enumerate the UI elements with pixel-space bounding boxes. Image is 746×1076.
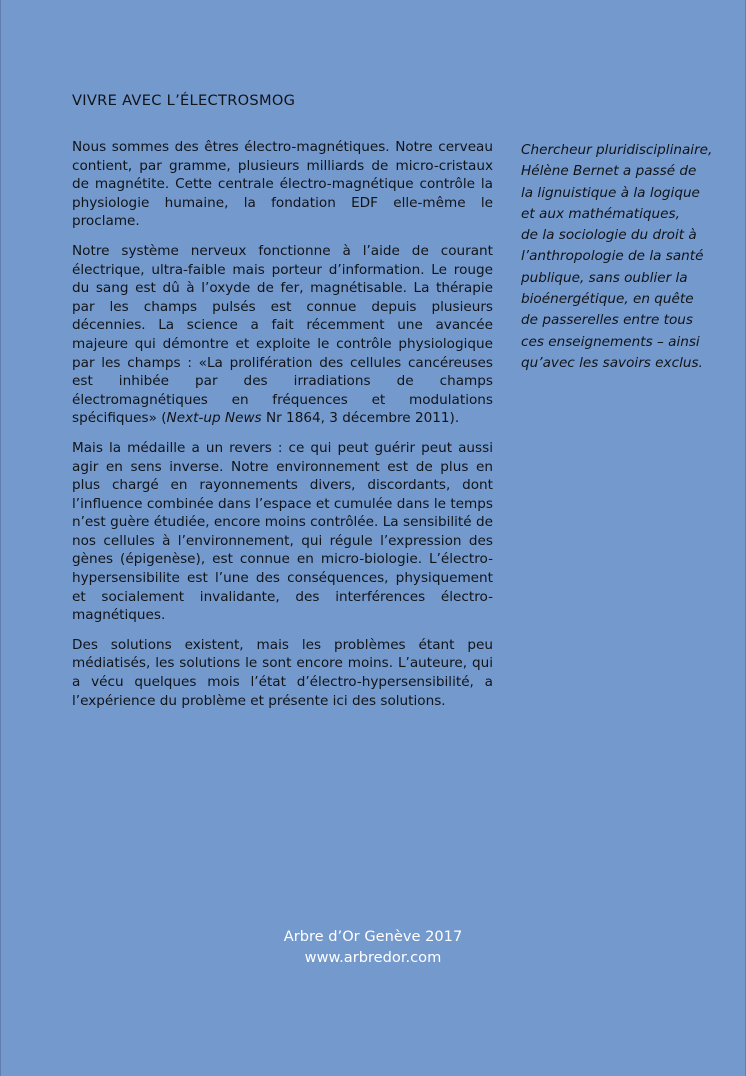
bio-line: Hélène Bernet a passé de [521,163,697,180]
summary-paragraph-1: Nous sommes des êtres électro-magnétiques. Notre cerveau contient, par gramme, plusieurs milliards de micro-cristaux de magnétite. Cette centrale électro-magnétique contrôle la physiologie humaine, la fondation EDF elle-même le proclame. [72,139,493,230]
back-cover-summary [72,138,493,721]
bio-line: l’anthropologie de la santé [521,248,704,265]
summary-paragraph-3: Mais la médaille a un revers : ce qui peut guérir peut aussi agir en sens inverse. Notre environnement est de plus en plus chargé en rayonnements divers, discordants, dont l’influence combinée dans l’espace et cumulée dans le temps n’est guère étudiée, encore moins contrôlée. La sensibilité de nos cellules à l’environnement, qui régule l’expression des gènes (épigenèse), est connue en micro-biologie. L’électro-hypersensibilite est l’une des conséquences, physiquement et socialement invalidante, des interférences électro-magnétiques. [72,439,493,624]
bio-line: publique, sans oublier la [521,269,688,286]
author-bio [521,140,736,374]
bio-line: bioénergétique, en quête [521,291,694,308]
source-title: Next-up News [166,410,262,427]
publisher-website: www.arbredor.com [304,949,442,966]
bio-line: qu’avec les savoirs exclus. [521,354,703,371]
publisher-info [0,926,746,968]
summary-paragraph-4: Des solutions existent, mais les problèmes étant peu médiatisés, les solutions le sont encore moins. L’auteure, qui a vécu quelques mois l’état d’électro-hypersensibilité, a l’expérience du problème et présente ici des solutions. [72,636,493,709]
bio-line: la lignuistique à la logique [521,184,700,201]
book-title: VIVRE AVEC L’ÉLECTROSMOG [72,92,296,109]
summary-paragraph-2 [72,242,493,428]
paragraph-2-text: Notre système nerveux fonctionne à l’aide de courant électrique, ultra-faible mais porteur d’information. Le rouge du sang est dû à l’oxyde de fer, magnétisable. La thérapie par les champs pulsés est connue depuis plusieurs décennies. La science a fait récemment une avancée majeure qui démontre et exploite le contrôle physiologique par les champs : «La prolifération des cellules cancéreuses est inhibée par des irradiations de champs électromagnétiques en fréquences et modulations spécifiques» ( [72,242,493,427]
bio-line: Chercheur pluridisciplinaire, [521,142,713,158]
bio-line: de passerelles entre tous [521,312,693,329]
publisher-name-year: Arbre d’Or Genève 2017 [283,928,463,945]
bio-line: ces enseignements – ainsi [521,333,700,350]
bio-line: et aux mathématiques, [521,205,680,222]
paragraph-2-citation: Nr 1864, 3 décembre 2011). [261,410,460,427]
bio-line: de la sociologie du droit à [521,227,697,244]
